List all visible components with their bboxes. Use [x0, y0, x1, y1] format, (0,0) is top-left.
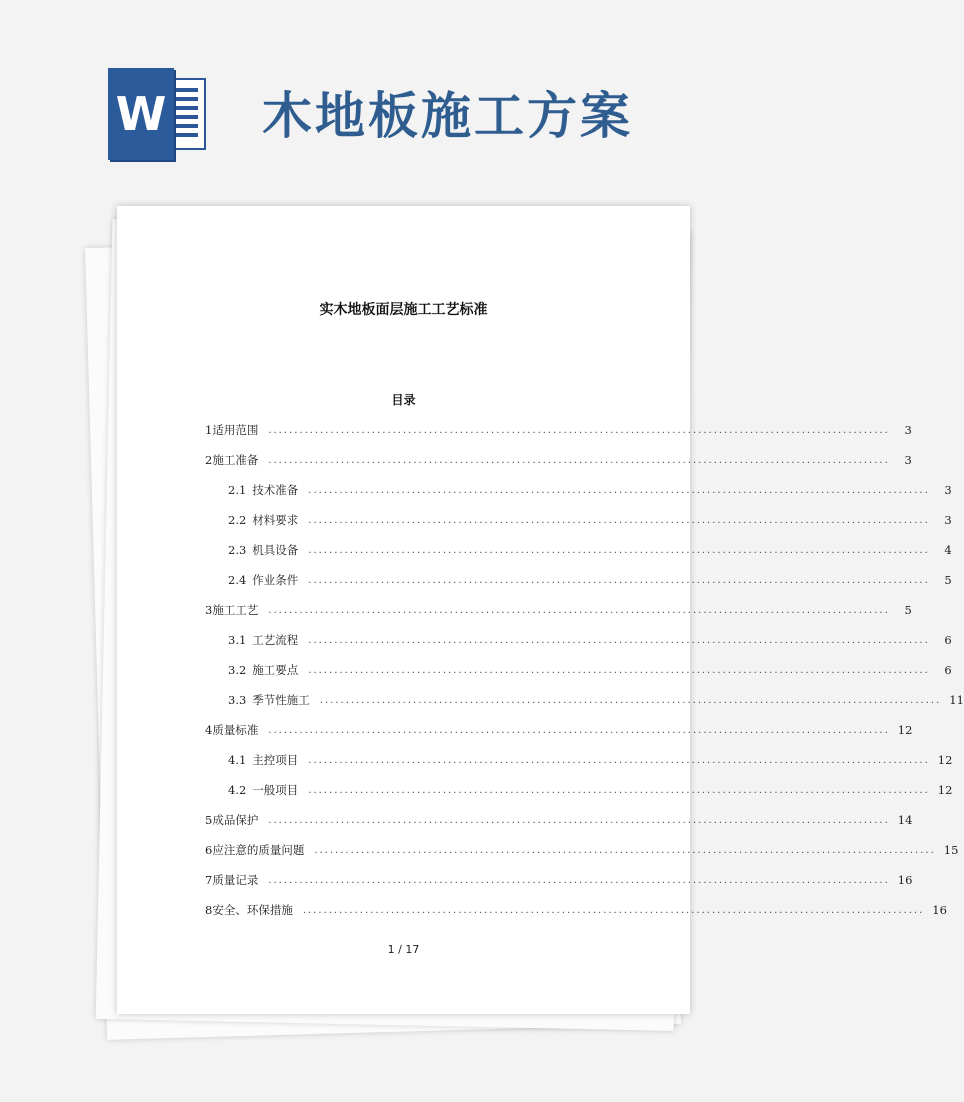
document-title: 实木地板面层施工工艺标准 — [319, 302, 488, 318]
toc-leader-dots: ........................................................................................................................ — [308, 634, 930, 646]
toc-leader-dots: ........................................................................................................................ — [308, 544, 930, 556]
toc-item-label: 施工工艺 — [212, 603, 259, 617]
toc-item-number: 3.2 — [228, 663, 247, 677]
toc-item-label: 应注意的质量问题 — [212, 843, 305, 857]
toc-item[interactable] — [205, 420, 912, 440]
toc-item-page: 6 — [944, 633, 952, 647]
page-indicator: 1 / 17 — [387, 943, 420, 956]
document-page — [117, 206, 964, 1014]
toc-item-page: 14 — [897, 813, 913, 827]
main-title: 木地板施工方案 — [262, 87, 633, 145]
toc-item-number: 2.4 — [228, 573, 247, 587]
toc-item-page: 3 — [944, 513, 952, 527]
toc-item-label: 季节性施工 — [252, 693, 310, 707]
toc-item-number: 6 — [205, 843, 213, 857]
toc-item-page: 3 — [904, 453, 912, 467]
toc-item-label: 质量记录 — [212, 873, 259, 887]
toc-leader-dots: ........................................................................................................................ — [308, 664, 930, 676]
toc-leader-dots: ........................................................................................................................ — [308, 754, 930, 766]
toc-item-label: 质量标准 — [212, 723, 259, 737]
toc-item-label: 作业条件 — [252, 573, 299, 587]
toc-item-number: 5 — [205, 813, 213, 827]
toc-item-label: 适用范围 — [212, 423, 259, 437]
toc-item-label: 成品保护 — [212, 813, 259, 827]
toc-item[interactable] — [228, 690, 964, 710]
toc-item[interactable] — [205, 810, 913, 830]
toc-leader-dots: ........................................................................................................................ — [308, 574, 930, 586]
toc-item-page: 16 — [897, 873, 913, 887]
toc-item[interactable] — [228, 630, 952, 650]
toc-item-number: 1 — [205, 423, 213, 437]
toc-leader-dots: ........................................................................................................................ — [268, 874, 890, 886]
word-letter: W — [108, 68, 174, 160]
toc-item[interactable] — [228, 540, 952, 560]
toc-item-number: 8 — [205, 903, 213, 917]
toc-item-label: 机具设备 — [252, 543, 299, 557]
toc-item-number: 3.1 — [228, 633, 247, 647]
toc-item-label: 安全、环保措施 — [212, 903, 293, 917]
toc-item-number: 4 — [205, 723, 213, 737]
toc-item-label: 施工要点 — [252, 663, 299, 677]
toc-item-page: 5 — [944, 573, 952, 587]
toc-item-label: 技术准备 — [252, 483, 299, 497]
toc-item-label: 一般项目 — [252, 783, 299, 797]
toc-leader-dots: ........................................................................................................................ — [268, 814, 890, 826]
toc-item[interactable] — [228, 570, 952, 590]
toc-item-number: 2.2 — [228, 513, 247, 527]
toc-item-page: 6 — [944, 663, 952, 677]
toc-item-number: 3 — [205, 603, 213, 617]
toc-item-number: 3.3 — [228, 693, 247, 707]
header — [0, 0, 780, 190]
toc-item-page: 12 — [937, 753, 953, 767]
toc-item[interactable] — [205, 600, 912, 620]
toc-item-number: 2 — [205, 453, 213, 467]
toc-leader-dots: ........................................................................................................................ — [308, 784, 930, 796]
toc-item-page: 5 — [904, 603, 912, 617]
toc-leader-dots: ........................................................................................................................ — [268, 424, 890, 436]
toc-item[interactable] — [205, 450, 912, 470]
toc-item[interactable] — [205, 840, 959, 860]
toc-item[interactable] — [205, 900, 947, 920]
toc-heading: 目录 — [391, 393, 416, 407]
toc-item-page: 15 — [943, 843, 959, 857]
toc-item-label: 施工准备 — [212, 453, 259, 467]
toc-item-number: 2.3 — [228, 543, 247, 557]
toc-item-number: 4.1 — [228, 753, 247, 767]
toc-item-number: 4.2 — [228, 783, 247, 797]
toc-item-number: 7 — [205, 873, 213, 887]
toc-leader-dots: ........................................................................................................................ — [319, 694, 942, 706]
toc-item[interactable] — [228, 510, 952, 530]
toc-leader-dots: ........................................................................................................................ — [314, 844, 936, 856]
toc-item-label: 材料要求 — [252, 513, 299, 527]
word-icon — [108, 68, 208, 160]
toc-item[interactable] — [205, 870, 913, 890]
toc-item-page: 3 — [904, 423, 912, 437]
toc-item-label: 主控项目 — [252, 753, 299, 767]
toc-leader-dots: ........................................................................................................................ — [308, 484, 930, 496]
toc-leader-dots: ........................................................................................................................ — [268, 604, 890, 616]
toc-item[interactable] — [228, 750, 953, 770]
toc-item-page: 16 — [932, 903, 947, 917]
toc-item-page: 11 — [949, 693, 964, 707]
toc-leader-dots: ........................................................................................................................ — [308, 514, 930, 526]
toc-item[interactable] — [205, 720, 913, 740]
toc-item[interactable] — [228, 480, 952, 500]
toc-leader-dots: ........................................................................................................................ — [302, 904, 925, 916]
toc-item-number: 2.1 — [228, 483, 247, 497]
toc-item-page: 3 — [944, 483, 952, 497]
toc-leader-dots: ........................................................................................................................ — [268, 454, 890, 466]
toc-leader-dots: ........................................................................................................................ — [268, 724, 890, 736]
toc-item[interactable] — [228, 660, 952, 680]
toc-item[interactable] — [228, 780, 953, 800]
toc-item-page: 12 — [937, 783, 953, 797]
toc-item-page: 12 — [897, 723, 913, 737]
toc-item-page: 4 — [944, 543, 952, 557]
toc-item-label: 工艺流程 — [252, 633, 299, 647]
